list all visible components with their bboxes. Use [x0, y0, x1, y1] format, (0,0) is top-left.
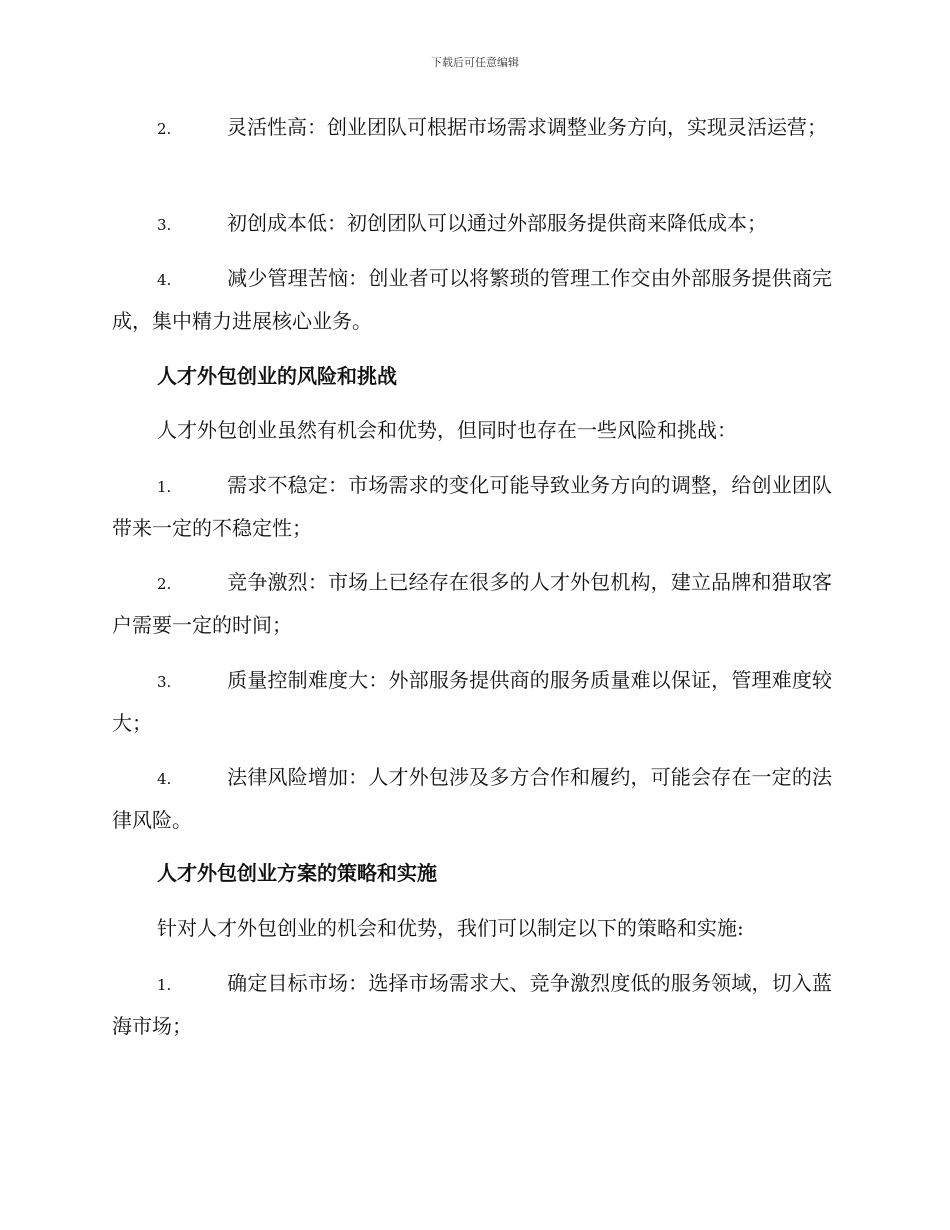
list-text: 灵活性高：创业团队可根据市场需求调整业务方向，实现灵活运营； [227, 115, 827, 139]
list-item-quality-control [112, 660, 832, 744]
list-text: 减少管理苦恼：创业者可以将繁琐的管理工作交由外部服务提供商完成，集中精力进展核心业务。 [112, 266, 832, 333]
section-heading-strategy: 人才外包创业方案的策略和实施 [157, 861, 437, 885]
list-item-legal-risk [112, 757, 832, 841]
list-item-less-management [112, 258, 832, 342]
list-number: 2. [157, 120, 172, 138]
list-text: 确定目标市场：选择市场需求大、竞争激烈度低的服务领域，切入蓝海市场； [112, 971, 832, 1038]
list-item-competition [112, 562, 832, 646]
list-number: 3. [157, 673, 172, 691]
list-item-target-market [112, 963, 832, 1047]
section-heading-risks: 人才外包创业的风险和挑战 [157, 364, 397, 388]
list-number: 2. [157, 575, 172, 593]
list-number: 4. [157, 770, 172, 788]
list-item-unstable-demand [112, 465, 832, 549]
list-number: 1. [157, 976, 172, 994]
list-number: 1. [157, 478, 172, 496]
paragraph-strategy-intro: 针对人才外包创业的机会和优势，我们可以制定以下的策略和实施: [157, 916, 744, 940]
paragraph-risks-intro: 人才外包创业虽然有机会和优势，但同时也存在一些风险和挑战： [157, 418, 737, 442]
list-item-flexibility [112, 107, 832, 150]
list-item-low-cost [112, 203, 832, 246]
list-text: 竞争激烈：市场上已经存在很多的人才外包机构，建立品牌和猎取客户需要一定的时间； [112, 570, 832, 637]
list-text: 需求不稳定：市场需求的变化可能导致业务方向的调整，给创业团队带来一定的不稳定性； [112, 473, 832, 540]
list-number: 4. [157, 271, 172, 289]
list-text: 法律风险增加：人才外包涉及多方合作和履约，可能会存在一定的法律风险。 [112, 765, 832, 832]
page-header: 下载后可任意编辑 [431, 56, 519, 69]
list-text: 质量控制难度大：外部服务提供商的服务质量难以保证，管理难度较大； [112, 668, 832, 735]
list-number: 3. [157, 216, 172, 234]
list-text: 初创成本低：初创团队可以通过外部服务提供商来降低成本； [227, 211, 767, 235]
